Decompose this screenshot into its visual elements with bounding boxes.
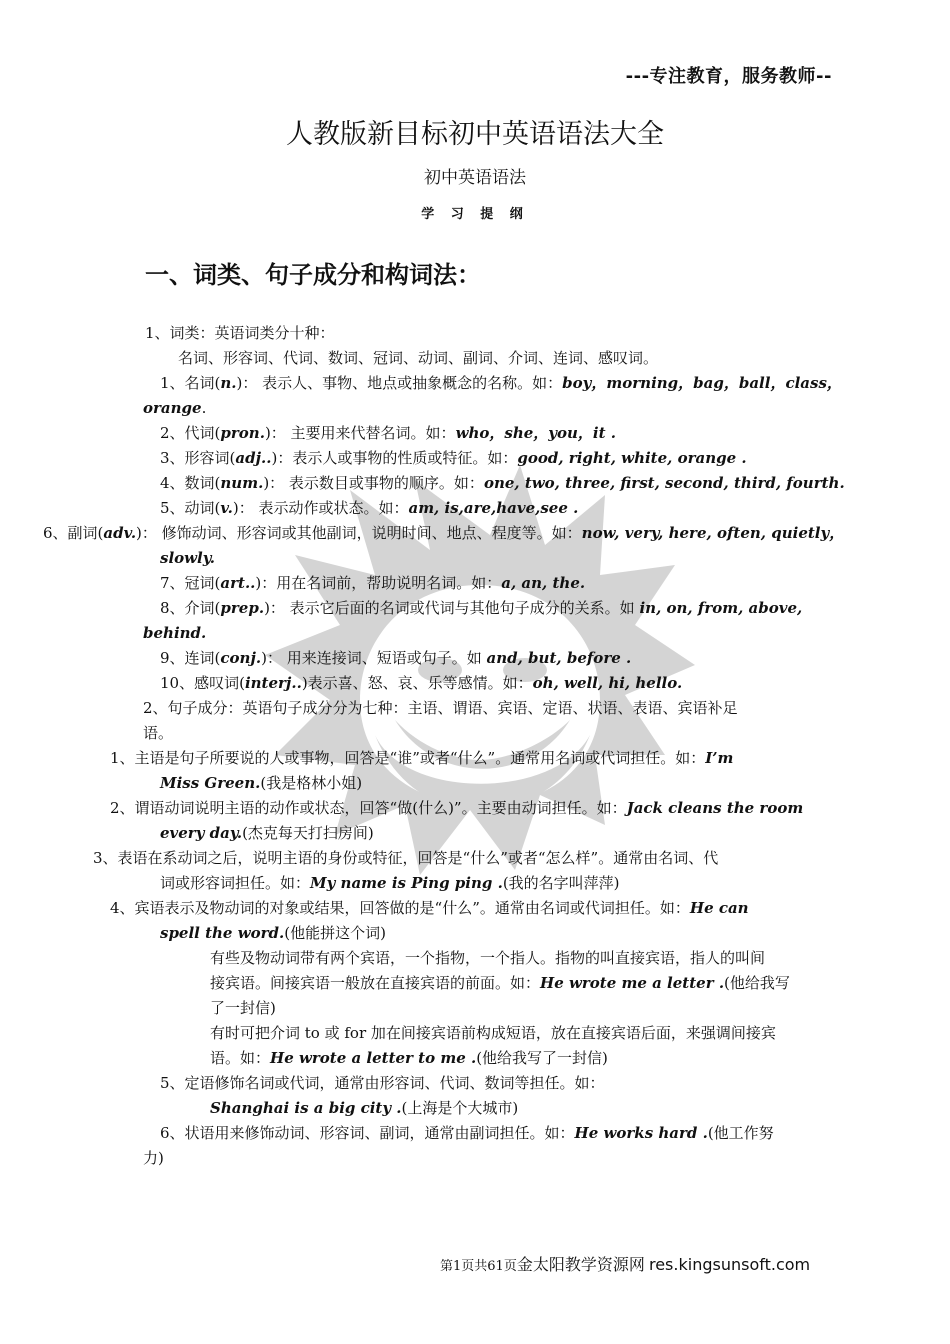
line-text: 6、副词( xyxy=(43,524,104,542)
example-text: behind. xyxy=(143,624,207,642)
example-text: Miss Green. xyxy=(160,774,261,792)
example-text: n. xyxy=(220,374,237,392)
example-text: He wrote a letter to me . xyxy=(270,1049,477,1067)
line-text: 接宾语。间接宾语一般放在直接宾语的前面。如： xyxy=(210,974,541,992)
line-text: 3、形容词( xyxy=(160,449,236,467)
line-text: (我的名字叫萍萍) xyxy=(502,874,620,892)
body-line xyxy=(110,898,749,918)
line-text: )： 主要用来代替名词。如： xyxy=(264,424,456,442)
line-text: . xyxy=(201,399,207,417)
line-text: 有些及物动词带有两个宾语，一个指物，一个指人。指物的叫直接宾语，指人的叫间 xyxy=(210,949,766,967)
line-text: 9、连词( xyxy=(160,649,221,667)
body-line xyxy=(160,573,585,593)
example-text: prep. xyxy=(220,599,265,617)
line-text: 词或形容词担任。如： xyxy=(160,874,311,892)
body-line xyxy=(160,773,362,793)
example-text: pron. xyxy=(220,424,265,442)
body-line xyxy=(43,523,844,543)
example-text: orange xyxy=(143,399,202,417)
body-line xyxy=(110,748,733,768)
example-text: num. xyxy=(220,474,264,492)
line-text: 5、定语修饰名词或代词，通常由形容词、代词、数词等担任。如： xyxy=(160,1074,605,1092)
line-text: 2、谓语动词说明主语的动作或状态，回答“做(什么)”。主要由动词担任。如： xyxy=(110,799,627,817)
example-text: oh, well, hi, hello. xyxy=(532,674,683,692)
line-text: 1、主语是句子所要说的人或事物，回答是“谁”或者“什么”。通常用名词或代词担任。如： xyxy=(110,749,706,767)
line-text: (他工作努 xyxy=(707,1124,774,1142)
body-line xyxy=(210,1098,518,1118)
example-text: Jack cleans the room xyxy=(626,799,804,817)
body-line xyxy=(145,323,335,343)
example-text: one, two, three, first, second, third, fourth. xyxy=(483,474,845,492)
body-line xyxy=(210,998,276,1018)
line-text: 有时可把介词 to 或 for 加在间接宾语前构成短语，放在直接宾语后面，来强调间接宾 xyxy=(210,1024,776,1042)
site-url[interactable]: res.kingsunsoft.com xyxy=(648,1255,811,1274)
page-footer xyxy=(440,1252,810,1275)
line-text: 语。如： xyxy=(210,1049,271,1067)
body-line xyxy=(160,423,616,443)
line-text: 了一封信) xyxy=(210,999,276,1017)
example-text: am, is,are,have,see . xyxy=(408,499,579,517)
example-text: a, an, the. xyxy=(501,574,586,592)
site-name: 金太阳教学资源网 xyxy=(516,1255,645,1274)
body-line xyxy=(160,673,682,693)
body-line xyxy=(110,798,803,818)
example-text: now, very, here, often, quietly， xyxy=(581,524,845,542)
line-text: (我是格林小姐) xyxy=(260,774,363,792)
example-text: adj.. xyxy=(235,449,272,467)
line-text: 2、句子成分：英语句子成分分为七种：主语、谓语、宾语、定语、状语、表语、宾语补足 xyxy=(143,699,738,717)
line-text: 力) xyxy=(143,1149,164,1167)
body-line xyxy=(160,473,845,493)
document-title: 人教版新目标初中英语语法大全 xyxy=(286,119,664,150)
line-text: (杰克每天打扫房间) xyxy=(242,824,374,842)
line-text: 3、表语在系动词之后，说明主语的身份或特征，回答是“什么”或者“怎么样”。通常由名词、代 xyxy=(93,849,719,867)
line-text: 6、状语用来修饰动词、形容词、副词，通常由副词担任。如： xyxy=(160,1124,575,1142)
page-number: 第1页共61页 xyxy=(440,1259,517,1274)
document-subtitle: 初中英语语法 xyxy=(424,168,526,188)
body-line xyxy=(143,723,173,743)
line-text: 语。 xyxy=(143,724,174,742)
example-text: interj.. xyxy=(244,674,302,692)
body-line xyxy=(160,548,215,568)
example-text: He wrote me a letter . xyxy=(540,974,725,992)
line-text: 4、数词( xyxy=(160,474,221,492)
example-text: I’m xyxy=(705,749,734,767)
body-line xyxy=(160,823,374,843)
body-line xyxy=(143,698,738,718)
line-text: )： 表示人、事物、地点或抽象概念的名称。如： xyxy=(236,374,563,392)
body-line xyxy=(210,1023,776,1043)
line-text: )：用在名词前，帮助说明名词。如： xyxy=(255,574,502,592)
body-line xyxy=(160,598,802,618)
sun-logo-watermark xyxy=(255,455,705,885)
example-text: in, on, from, above, xyxy=(639,599,803,617)
line-text: )：表示人或事物的性质或特征。如： xyxy=(271,449,518,467)
line-text: 名词、形容词、代词、数词、冠词、动词、副词、介词、连词、感叹词。 xyxy=(178,349,659,367)
example-text: conj. xyxy=(220,649,262,667)
example-text: and, but, before . xyxy=(486,649,632,667)
body-line xyxy=(143,623,206,643)
example-text: slowly. xyxy=(160,549,215,567)
line-text: 1、名词( xyxy=(160,374,221,392)
line-text: )： 用来连接词、短语或句子。如 xyxy=(261,649,487,667)
example-text: He can xyxy=(689,899,749,917)
line-text: 7、冠词( xyxy=(160,574,221,592)
example-text: My name is Ping ping . xyxy=(310,874,503,892)
body-line xyxy=(143,1148,164,1168)
line-text: 4、宾语表示及物动词的对象或结果，回答做的是“什么”。通常由名词或代词担任。如： xyxy=(110,899,690,917)
example-text: adv. xyxy=(103,524,137,542)
body-line xyxy=(210,948,765,968)
body-line xyxy=(160,448,747,468)
body-line xyxy=(143,398,206,418)
line-text: 1、词类：英语词类分十种： xyxy=(145,324,335,342)
body-line xyxy=(160,373,842,393)
line-text: (上海是个大城市) xyxy=(401,1099,519,1117)
example-text: boy，morning，bag，ball，class， xyxy=(562,374,842,392)
line-text: 8、介词( xyxy=(160,599,221,617)
body-line xyxy=(210,973,790,993)
body-line xyxy=(160,923,386,943)
body-line xyxy=(178,348,658,368)
body-line xyxy=(160,1123,774,1143)
example-text: Shanghai is a big city . xyxy=(210,1099,402,1117)
line-text: )表示喜、怒、哀、乐等感情。如： xyxy=(301,674,533,692)
header-tagline: ---专注教育，服务教师-- xyxy=(625,66,832,87)
line-text: (他给我写 xyxy=(724,974,790,992)
body-line xyxy=(160,1073,605,1093)
body-line xyxy=(160,498,578,518)
example-text: who，she，you，it . xyxy=(455,424,616,442)
body-line xyxy=(93,848,718,868)
body-line xyxy=(160,648,631,668)
body-line xyxy=(160,873,620,893)
line-text: 2、代词( xyxy=(160,424,221,442)
example-text: every day. xyxy=(160,824,243,842)
line-text: 5、动词( xyxy=(160,499,221,517)
example-text: good, right, white, orange . xyxy=(517,449,747,467)
example-text: spell the word. xyxy=(160,924,285,942)
line-text: )： 表示数目或事物的顺序。如： xyxy=(263,474,484,492)
example-text: He works hard . xyxy=(574,1124,708,1142)
line-text: (他能拼这个词) xyxy=(284,924,386,942)
example-text: v. xyxy=(220,499,233,517)
line-text: )： 修饰动词、形容词或其他副词，说明时间、地点、程度等。如： xyxy=(136,524,582,542)
section-heading: 一、词类、句子成分和构词法： xyxy=(145,261,481,289)
outline-label: 学 习 提 纲 xyxy=(421,207,529,222)
line-text: )： 表示它后面的名词或代词与其他句子成分的关系。如 xyxy=(264,599,640,617)
body-line xyxy=(210,1048,608,1068)
line-text: (他给我写了一封信) xyxy=(476,1049,608,1067)
line-text: )： 表示动作或状态。如： xyxy=(232,499,409,517)
line-text: 10、感叹词( xyxy=(160,674,245,692)
example-text: art.. xyxy=(220,574,256,592)
